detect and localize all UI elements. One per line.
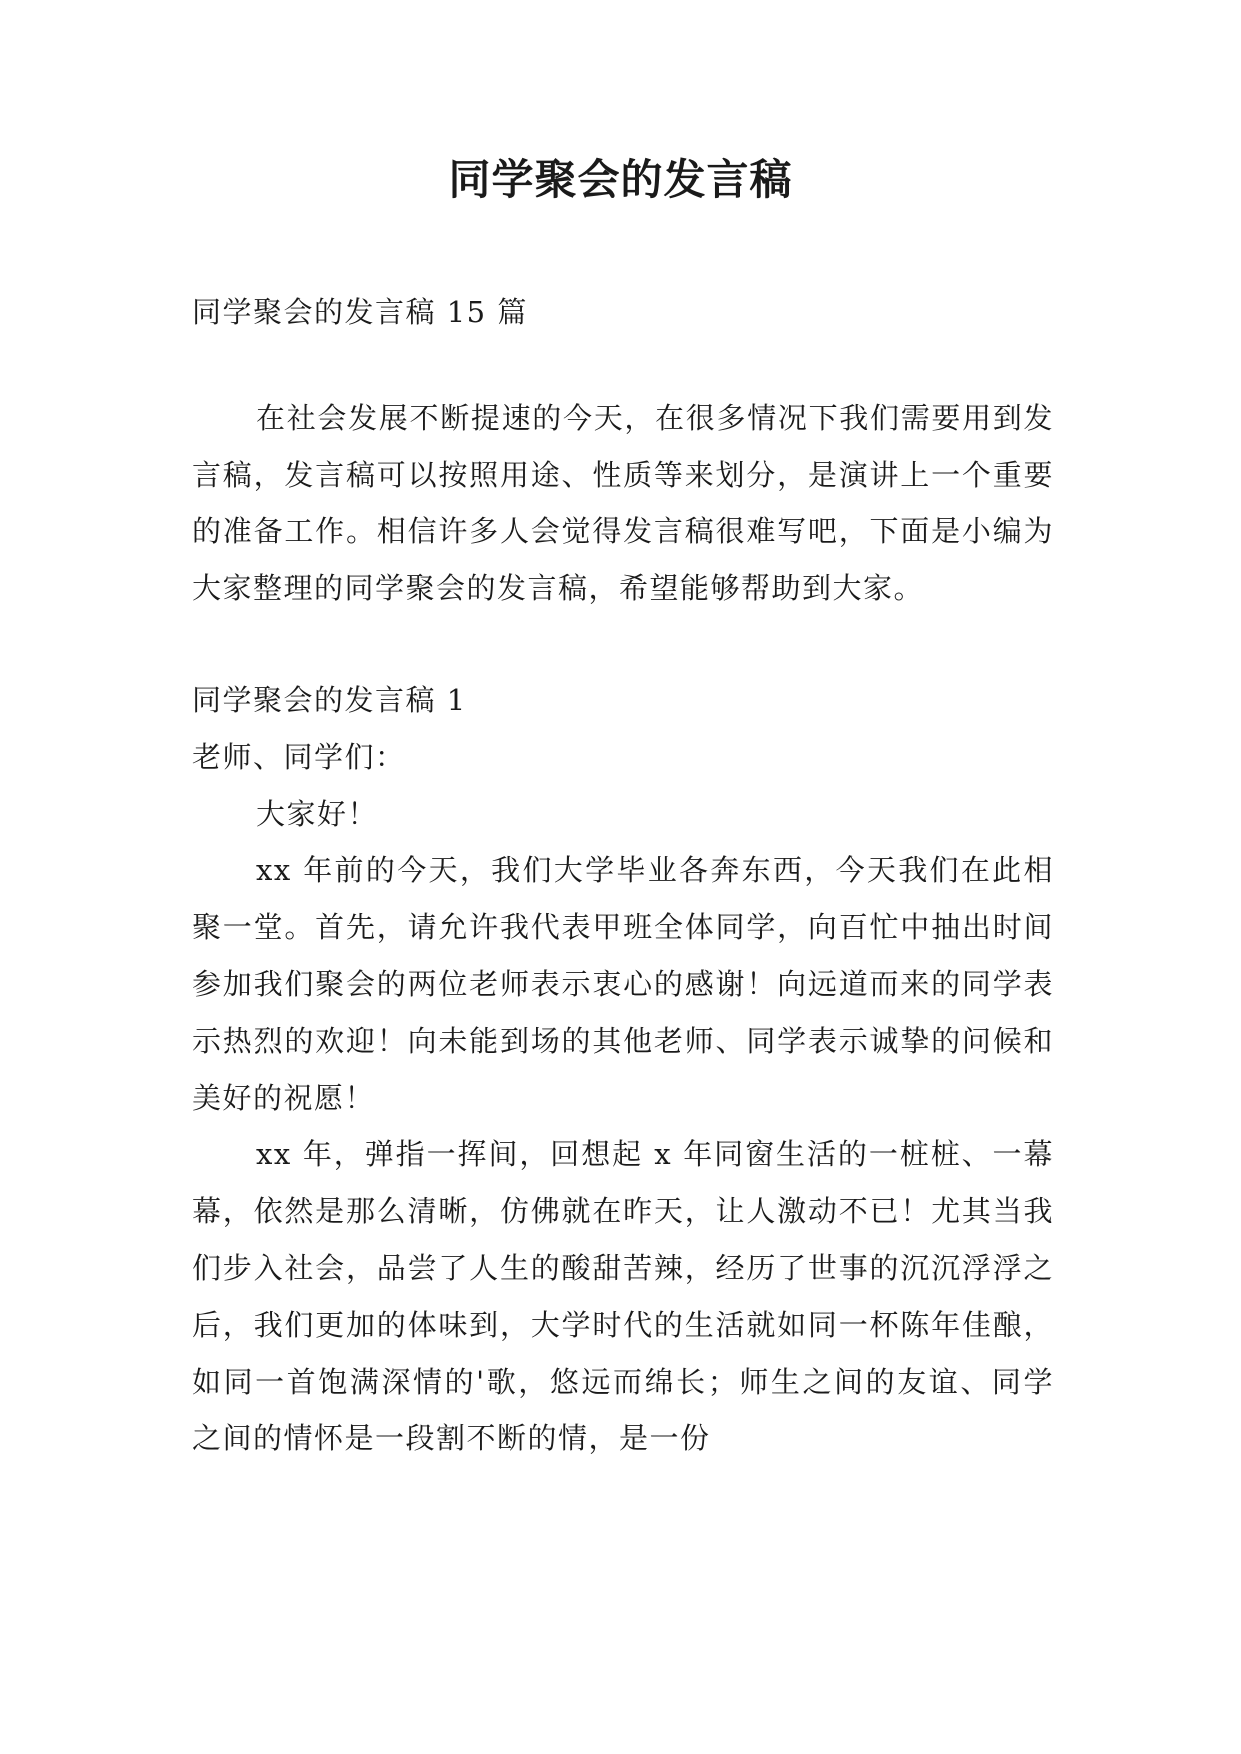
salutation: 老师、同学们：: [192, 739, 406, 774]
document-subtitle: 同学聚会的发言稿 15 篇: [192, 295, 528, 329]
intro-paragraph: 在社会发展不断提速的今天，在很多情况下我们需要用到发言稿，发言稿可以按照用途、性质等来划分，是演讲上一个重要的准备工作。相信许多人会觉得发言稿很难写吧，下面是小编为大家整理的同学聚会的发言稿，希望能够帮助到大家。: [192, 400, 1054, 606]
document-title: 同学聚会的发言稿: [448, 155, 793, 204]
section-heading: 同学聚会的发言稿 1: [192, 682, 467, 717]
document-body: [192, 284, 1054, 1467]
greeting: 大家好！: [256, 796, 379, 831]
body-paragraph-1: xx 年前的今天，我们大学毕业各奔东西，今天我们在此相聚一堂。首先，请允许我代表甲班全体同学，向百忙中抽出时间参加我们聚会的两位老师表示衷心的感谢！向远道而来的同学表示热烈的欢迎！向未能到场的其他老师、同学表示诚挚的问候和美好的祝愿！: [192, 853, 1054, 1115]
body-paragraph-2: xx 年，弹指一挥间，回想起 x 年同窗生活的一桩桩、一幕幕，依然是那么清晰，仿佛就在昨天，让人激动不已！尤其当我们步入社会，品尝了人生的酸甜苦辣，经历了世事的沉沉浮浮之后，我们更加的体味到，大学时代的生活就如同一杯陈年佳酿，如同一首饱满深情的'歌，悠远而绵长；师生之间的友谊、同学之间的情怀是一段割不断的情，是一份: [192, 1137, 1054, 1456]
